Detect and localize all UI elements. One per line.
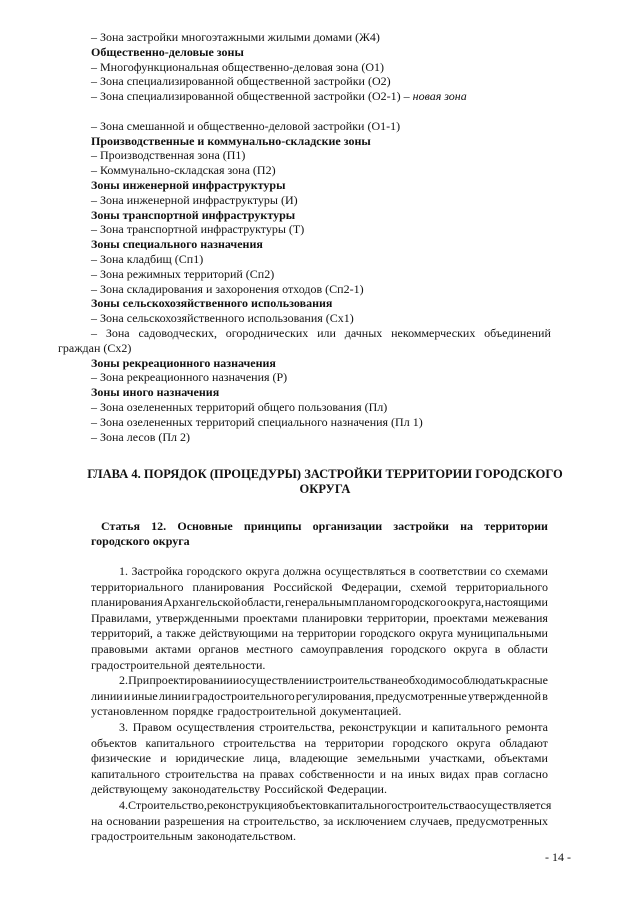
word: участками, [429, 751, 486, 766]
zone-item [91, 74, 551, 89]
word: регулирования, [295, 688, 375, 703]
word: градостроительной [217, 704, 317, 719]
word: городского [359, 626, 416, 641]
word: планирования [91, 595, 163, 610]
word: физические [91, 751, 151, 766]
word: осуществления [176, 719, 255, 734]
zone-item [91, 370, 551, 385]
word: дачных [344, 325, 383, 340]
zone-item [91, 148, 551, 163]
word: 4. [119, 797, 128, 812]
word: Правом [132, 719, 172, 734]
paragraph-line [91, 704, 548, 720]
zone-item-text: – Производственная зона (П1) [91, 148, 246, 163]
word: проектами [243, 610, 298, 625]
word: деятельности. [193, 657, 266, 672]
paragraph-line [91, 797, 552, 814]
zone-group-heading: Зоны иного назначения [91, 385, 220, 400]
word: строительства [397, 797, 470, 812]
word: городского [390, 595, 447, 610]
zone-item [91, 252, 551, 267]
word: случаев, [409, 813, 453, 828]
zone-item [91, 430, 551, 445]
word: линии [158, 688, 191, 703]
zone-list [58, 30, 551, 444]
zone-item-text: – Зона застройки многоэтажными жилыми домами (Ж4) [91, 30, 380, 44]
word: капитального [328, 797, 398, 812]
word: Основные [177, 519, 233, 533]
paragraph-line [91, 626, 548, 642]
zone-item-text: – Зона сельскохозяйственного использования (Сх1) [91, 311, 354, 326]
word: утвержденными [155, 610, 239, 625]
word: законодательству [171, 782, 261, 797]
paragraph-line [91, 611, 548, 627]
word: организации [312, 519, 383, 533]
word: осуществляться [324, 564, 406, 578]
word: объединений [484, 325, 551, 340]
word: на [227, 813, 240, 828]
word: осуществлении [239, 673, 319, 688]
word: обладают [499, 735, 548, 750]
word: При [128, 673, 150, 688]
word: юридические [175, 751, 245, 766]
word: должна [283, 564, 321, 578]
zone-item [91, 222, 551, 237]
zone-item [91, 400, 551, 415]
word: основании [106, 813, 161, 828]
word: округа [419, 626, 454, 641]
paragraph [91, 673, 548, 720]
paragraph-line [91, 782, 548, 798]
word: 1. [119, 564, 128, 578]
zone-item-text: – Коммунально-складская зона (П2) [91, 163, 276, 178]
word: красные [505, 673, 548, 688]
word: округа, [447, 595, 485, 610]
word: и [421, 719, 428, 734]
zone-item [91, 267, 551, 282]
zone-item-text: – Зона кладбищ (Сп1) [91, 251, 204, 266]
word: предусмотренные [375, 688, 467, 703]
zone-item-text: – Зона озелененных территорий общего пользования (Пл) [91, 399, 388, 414]
word: схемами [504, 564, 548, 578]
word: документацией. [320, 704, 402, 719]
zone-item-text: – Зона смешанной и общественно-деловой застройки (О1-1) [91, 118, 401, 133]
word: объектов [282, 797, 329, 812]
word: правах [259, 766, 295, 781]
word: градостроительного [191, 688, 295, 703]
word: и [160, 751, 167, 766]
word: застройки [393, 519, 449, 533]
chapter-heading [60, 467, 590, 497]
zone-group-heading: Зоны рекреационного назначения [91, 355, 276, 370]
zone-group-heading: Зоны сельскохозяйственного использования [91, 296, 333, 311]
word: огороднических [225, 325, 309, 340]
word: строительства [223, 735, 296, 750]
word: строительство, [243, 813, 320, 828]
word: органов [198, 641, 239, 656]
paragraph-line [91, 767, 548, 783]
word: актами [155, 641, 192, 656]
word: межевания [492, 610, 548, 625]
zone-group-heading: Зоны транспортной инфраструктуры [91, 207, 296, 222]
zone-item-text: – Зона инженерной инфраструктуры (И) [91, 192, 298, 207]
word: капитального [432, 719, 502, 734]
zone-item-text: – Зона озелененных территорий специального назначения (Пл 1) [91, 414, 423, 429]
word: планирования [192, 579, 265, 594]
paragraph-line [91, 736, 548, 752]
word: и [123, 688, 131, 703]
zone-item [91, 60, 551, 75]
word: территории [324, 735, 384, 750]
page-number: - 14 - [545, 850, 571, 864]
word: необходимо [391, 673, 452, 688]
word: Статья [101, 519, 140, 533]
word: Застройка [131, 564, 183, 578]
word: на [304, 735, 317, 750]
word: правовыми [91, 641, 149, 656]
word: территориального [91, 579, 184, 594]
word: видах [440, 766, 470, 781]
word: – [91, 325, 97, 340]
word: в [494, 641, 501, 656]
word: на [391, 766, 403, 781]
word: области [507, 641, 548, 656]
word: самоуправления [300, 641, 384, 656]
word: округа [245, 564, 280, 578]
word: городского [186, 564, 243, 578]
zone-item-text: – Зона складирования и захоронения отходов (Сп2-1) [91, 281, 364, 296]
word: в [409, 564, 416, 578]
word: утвержденной [467, 688, 542, 703]
zone-item [91, 282, 551, 297]
word: разрешения [164, 813, 225, 828]
paragraph [91, 564, 548, 673]
word: Российской [273, 579, 333, 594]
word: соответствии [418, 564, 487, 578]
word: 3. [119, 719, 128, 734]
article-heading-line-2: городского округа [91, 534, 190, 548]
word: Строительство, [128, 797, 207, 812]
word: собственности [299, 766, 375, 781]
word: и [379, 766, 387, 781]
word: проектами [433, 610, 488, 625]
word: строительства [165, 766, 238, 781]
word: реконструкция [206, 797, 283, 812]
word: исключением [336, 813, 407, 828]
word: капитального [145, 735, 215, 750]
word: округа [456, 735, 491, 750]
zone-group-heading: Зоны специального назначения [91, 237, 263, 252]
word: планировки [302, 610, 363, 625]
zone-item-text: – Зона режимных территорий (Сп2) [91, 266, 275, 281]
word: 2. [119, 673, 128, 688]
new-zone-note: – новая зона [403, 89, 467, 104]
word: генеральным [284, 595, 352, 610]
paragraph [91, 720, 548, 798]
zone-item [91, 119, 551, 134]
word: предусмотренных [455, 813, 548, 828]
word: действующему [91, 782, 168, 797]
word: на [242, 766, 255, 781]
word: со [490, 564, 502, 578]
article-body [91, 564, 552, 845]
word: земельными [357, 751, 420, 766]
article-heading-line-1 [91, 519, 548, 534]
zone-group-heading: Общественно-деловые зоны [91, 44, 244, 59]
word: Российской [264, 782, 324, 797]
word: владеющие [289, 751, 348, 766]
zone-item [91, 311, 551, 326]
word: объектов [91, 735, 137, 750]
word: лица, [253, 751, 281, 766]
word: за [323, 813, 334, 828]
word: городского [392, 735, 449, 750]
paragraph-line [91, 564, 548, 580]
paragraph-line [91, 814, 548, 830]
word: территории, [367, 610, 430, 625]
word: на [460, 519, 474, 533]
zone-item [91, 163, 551, 178]
zone-item-continuation: граждан (Сх2) [58, 340, 132, 355]
word: в [542, 688, 548, 703]
word: и [232, 673, 240, 688]
word: действующими [199, 626, 278, 641]
paragraph-line [91, 673, 548, 689]
word: территории [297, 626, 357, 641]
zone-item-text: – Зона лесов (Пл 2) [91, 429, 191, 444]
word: области, [241, 595, 285, 610]
word: или [317, 325, 336, 340]
word: местного [246, 641, 294, 656]
word: градостроительной [91, 657, 190, 672]
paragraph-line [91, 642, 548, 658]
word: иные [131, 688, 158, 703]
paragraph-line [91, 595, 548, 611]
word: территориального [455, 579, 548, 594]
word: территории [484, 519, 548, 533]
zone-item-text: – Зона рекреационного назначения (Р) [91, 370, 288, 385]
paragraph-line [91, 580, 548, 596]
paragraph [91, 797, 552, 845]
word: Архангельской [163, 595, 241, 610]
zone-item [91, 193, 551, 208]
blank-line [91, 104, 551, 119]
paragraph-line [91, 829, 548, 845]
word: 12. [151, 519, 167, 533]
zone-item [91, 89, 551, 104]
chapter-heading-line-2: ОКРУГА [299, 482, 351, 496]
word: прав [474, 766, 499, 781]
word: порядке [172, 704, 214, 719]
word: установленном [91, 704, 169, 719]
word: законодательством. [196, 829, 296, 844]
word: также [165, 626, 196, 641]
word: настоящими [484, 595, 548, 610]
word: а [156, 626, 163, 641]
word: Федерации. [327, 782, 387, 797]
word: Зона [105, 325, 130, 340]
word: муниципальными [456, 626, 548, 641]
word: осуществляется [469, 797, 552, 812]
paragraph-line [91, 689, 548, 705]
word: некоммерческих [391, 325, 476, 340]
zone-group-heading: Зоны инженерной инфраструктуры [91, 177, 286, 192]
word: территорий, [91, 626, 153, 641]
word: городского [390, 641, 447, 656]
word: на [281, 626, 294, 641]
word: согласно [503, 766, 548, 781]
word: на [91, 813, 103, 828]
zone-item-text: – Зона специализированной общественной застройки (О2) [91, 74, 391, 89]
word: градостроительным [91, 829, 193, 844]
zone-item [91, 326, 551, 341]
word: объектами [494, 751, 548, 766]
paragraph-line [91, 658, 548, 674]
word: иных [408, 766, 435, 781]
word: линии [91, 688, 123, 703]
zone-item [91, 415, 551, 430]
zone-group-heading: Производственные и коммунально-складские зоны [91, 133, 371, 148]
word: строительства [318, 673, 392, 688]
word: Федерации, [341, 579, 402, 594]
word: планом [352, 595, 391, 610]
word: схемой [410, 579, 447, 594]
word: реконструкции [339, 719, 417, 734]
word: проектировании [149, 673, 233, 688]
word: ремонта [505, 719, 548, 734]
word: Правилами, [91, 610, 152, 625]
word: принципы [243, 519, 302, 533]
word: садоводческих, [138, 325, 217, 340]
word: соблюдать [452, 673, 506, 688]
zone-item-text: – Зона транспортной инфраструктуры (Т) [91, 222, 305, 237]
paragraph-line [91, 720, 548, 736]
chapter-heading-line-1: ГЛАВА 4. ПОРЯДОК (ПРОЦЕДУРЫ) ЗАСТРОЙКИ ТЕРРИТОРИИ ГОРОДСКОГО [87, 467, 563, 481]
article-heading [91, 519, 548, 549]
word: строительства, [259, 719, 335, 734]
paragraph-line [91, 751, 548, 767]
zone-item [91, 30, 551, 45]
zone-item-text: – Зона специализированной общественной застройки (О2-1) [91, 89, 404, 104]
word: капитального [91, 766, 160, 781]
zone-item-text: – Многофункциональная общественно-деловая зона (О1) [91, 59, 385, 74]
word: округа [453, 641, 488, 656]
